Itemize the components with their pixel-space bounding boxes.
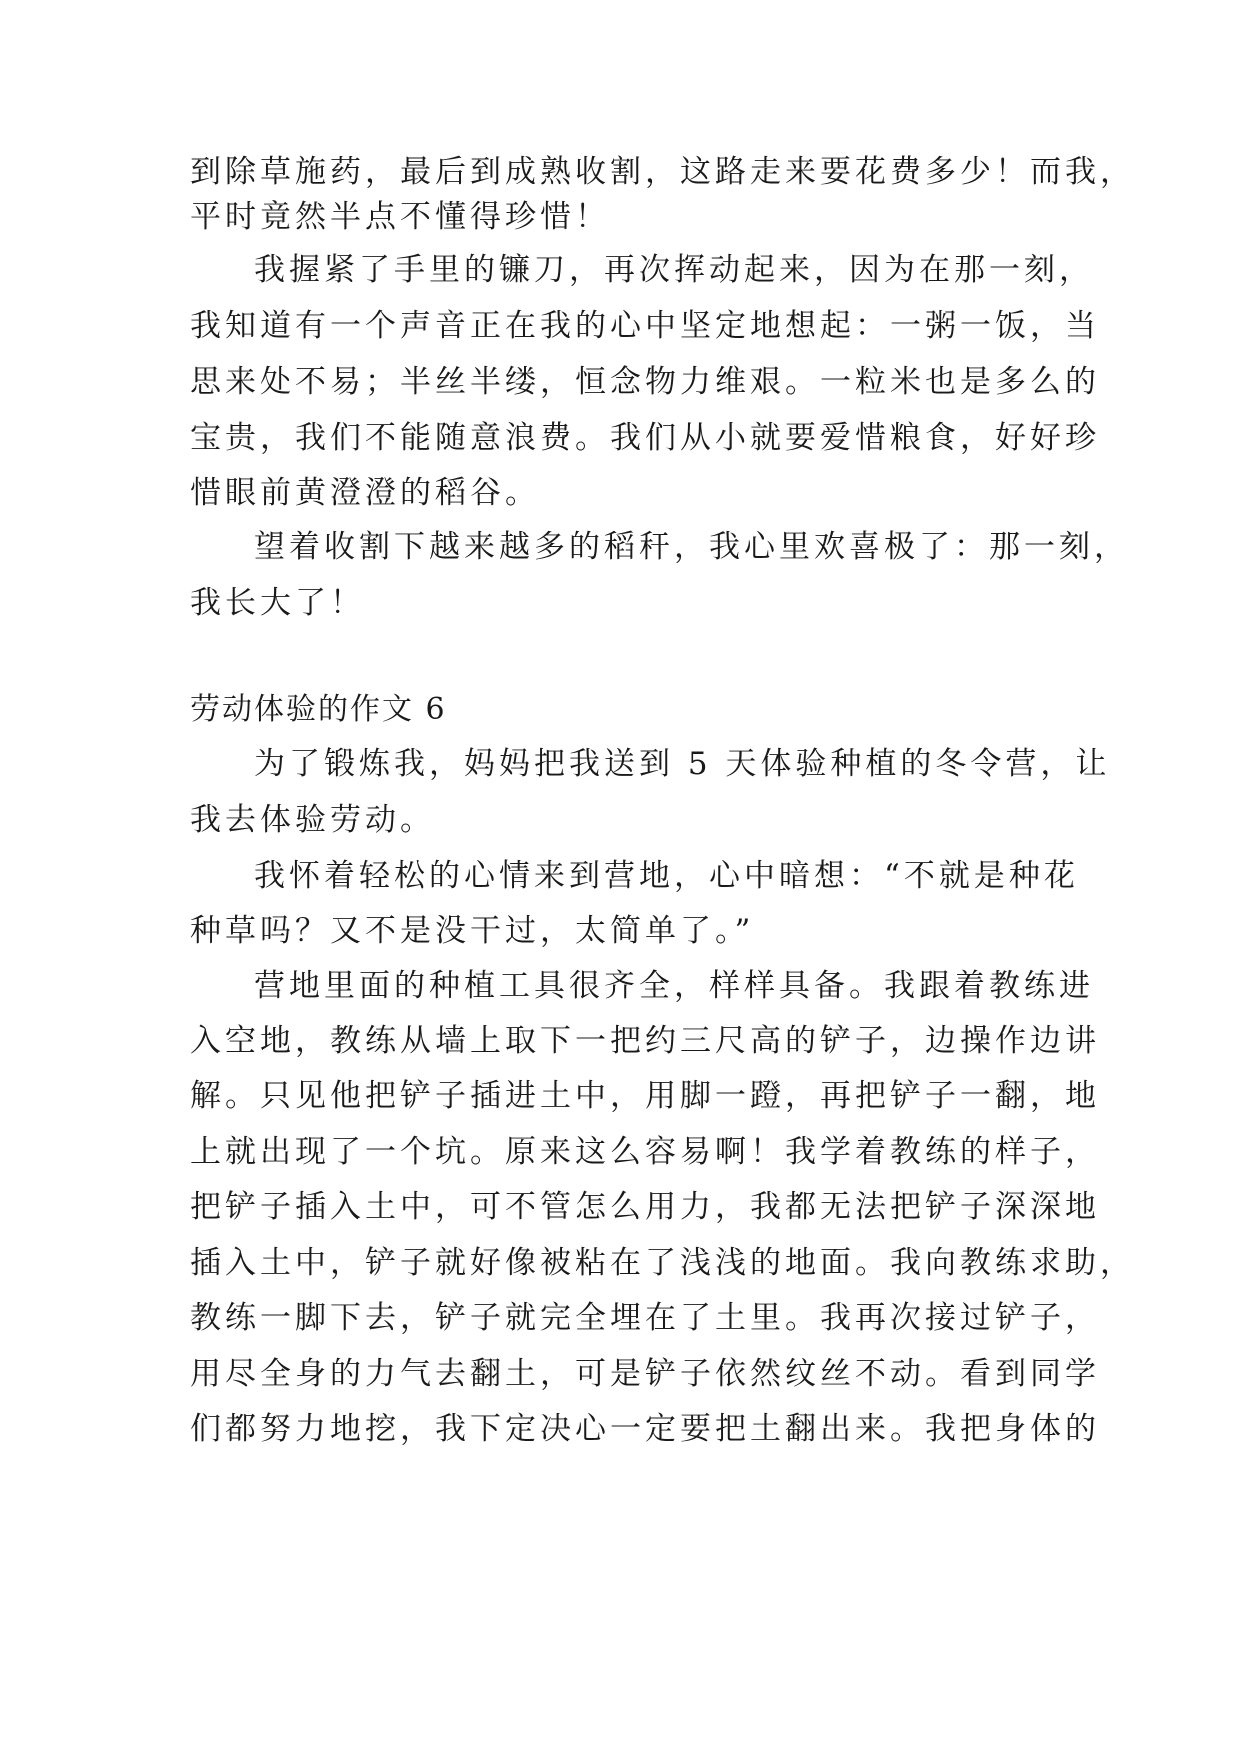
paragraph-line: 我去体验劳动。	[190, 802, 435, 838]
paragraph-line: 望着收割下越来越多的稻秆，我心里欢喜极了：那一刻，	[254, 529, 1129, 565]
paragraph-line: 平时竟然半点不懂得珍惜！	[190, 199, 610, 235]
paragraph-line: 把铲子插入土中，可不管怎么用力，我都无法把铲子深深地	[190, 1189, 1100, 1225]
paragraph-line: 营地里面的种植工具很齐全，样样具备。我跟着教练进	[254, 968, 1094, 1004]
paragraph-line: 宝贵，我们不能随意浪费。我们从小就要爱惜粮食，好好珍	[190, 420, 1100, 456]
paragraph-line: 上就出现了一个坑。原来这么容易啊！我学着教练的样子，	[190, 1134, 1100, 1170]
paragraph-line: 教练一脚下去，铲子就完全埋在了土里。我再次接过铲子，	[190, 1300, 1100, 1336]
paragraph-line: 解。只见他把铲子插进土中，用脚一蹬，再把铲子一翻，地	[190, 1078, 1100, 1114]
paragraph-line: 们都努力地挖，我下定决心一定要把土翻出来。我把身体的	[190, 1411, 1100, 1447]
paragraph-line: 种草吗？又不是没干过，太简单了。”	[190, 913, 755, 949]
paragraph-line: 用尽全身的力气去翻土，可是铲子依然纹丝不动。看到同学	[190, 1356, 1100, 1392]
paragraph-line: 为了锻炼我，妈妈把我送到 5 天体验种植的冬令营，让	[254, 746, 1111, 782]
essay-heading: 劳动体验的作文 6	[190, 692, 447, 727]
paragraph-line: 惜眼前黄澄澄的稻谷。	[190, 475, 540, 511]
paragraph-line: 到除草施药，最后到成熟收割，这路走来要花费多少！而我，	[190, 154, 1135, 190]
paragraph-line: 我长大了！	[190, 585, 365, 621]
paragraph-line: 插入土中，铲子就好像被粘在了浅浅的地面。我向教练求助，	[190, 1245, 1135, 1281]
paragraph-line: 我知道有一个声音正在我的心中坚定地想起：一粥一饭，当	[190, 308, 1100, 344]
paragraph-line: 思来处不易；半丝半缕，恒念物力维艰。一粒米也是多么的	[190, 364, 1100, 400]
paragraph-line: 我怀着轻松的心情来到营地，心中暗想：“不就是种花	[254, 858, 1079, 894]
paragraph-line: 入空地，教练从墙上取下一把约三尺高的铲子，边操作边讲	[190, 1023, 1100, 1059]
paragraph-line: 我握紧了手里的镰刀，再次挥动起来，因为在那一刻，	[254, 252, 1094, 288]
